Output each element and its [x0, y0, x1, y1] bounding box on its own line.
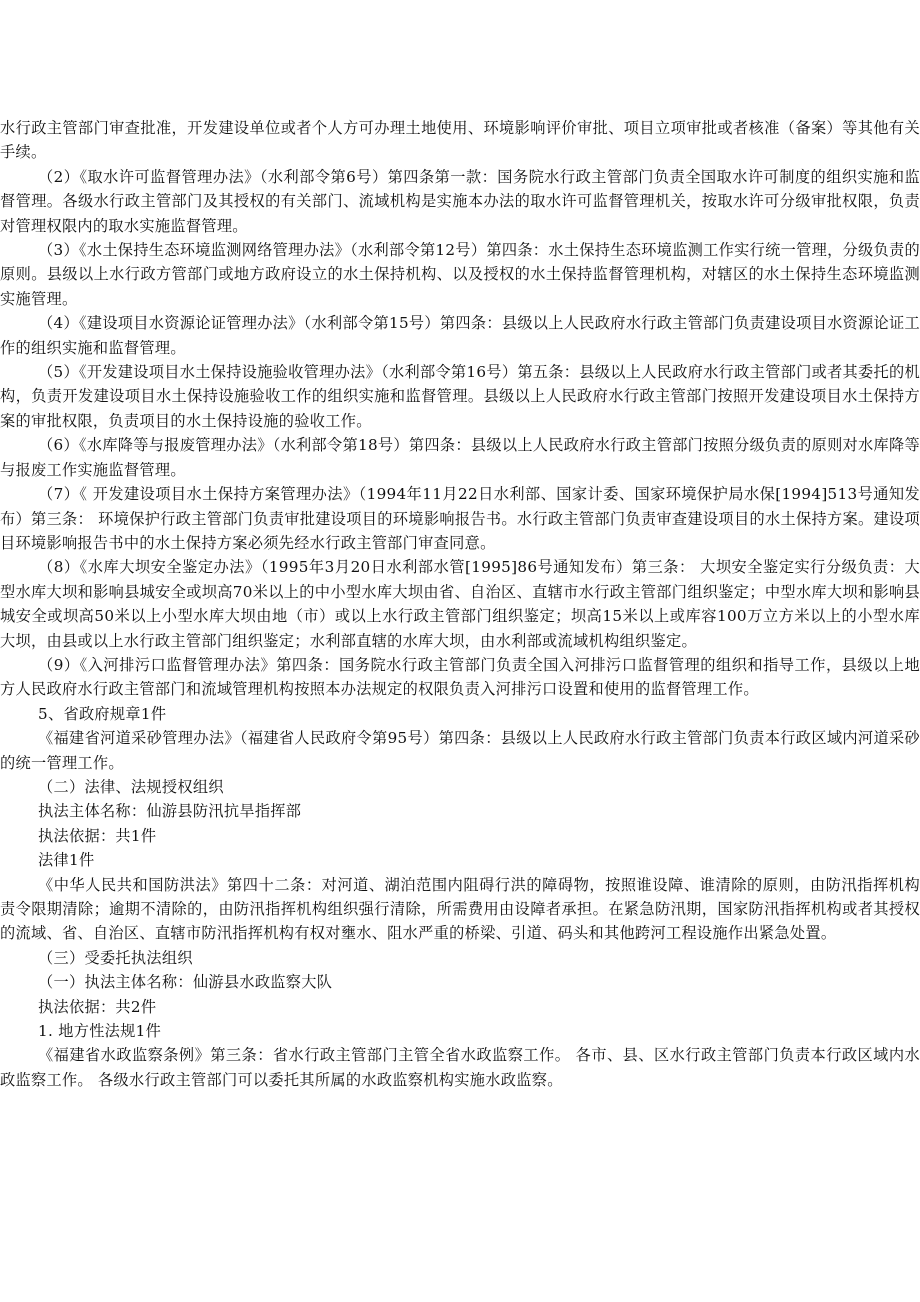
paragraph-item-4: （4）《建设项目水资源论证管理办法》（水利部令第15号）第四条：县级以上人民政府水行政主管部门负责建设项目水资源论证工作的组织实施和监督管理。	[0, 314, 920, 357]
paragraph-item-8: （8）《水库大坝安全鉴定办法》（1995年3月20日水利部水管[1995]86号通知发布）第三条： 大坝安全鉴定实行分级负责：大型水库大坝和影响县城安全或坝高70米以上的中小型水库大坝由省、自治区、直辖市水行政主管部门组织鉴定；中型水库大坝和影响县城安全或坝高50米以上小型水库大坝由地（市）或以上水行政主管部门组织鉴定；坝高15米以上或库容100万立方米以上的小型水库大坝，由县或以上水行政主管部门组织鉴定；水利部直辖的水库大坝，由水利部或流域机构组织鉴定。	[0, 558, 920, 650]
paragraph-item-6: （6）《水库降等与报废管理办法》（水利部令第18号）第四条：县级以上人民政府水行政主管部门按照分级负责的原则对水库降等与报废工作实施监督管理。	[0, 436, 920, 479]
paragraph-item-3: （3）《水土保持生态环境监测网络管理办法》（水利部令第12号）第四条：水土保持生态环境监测工作实行统一管理，分级负责的原则。县级以上水行政方管部门或地方政府设立的水土保持机构、以及授权的水土保持监督管理机构，对辖区的水土保持生态环境监测实施管理。	[0, 241, 920, 308]
paragraph-continuation: 水行政主管部门审查批准，开发建设单位或者个人方可办理土地使用、环境影响评价审批、项目立项审批或者核准（备案）等其他有关手续。	[0, 119, 920, 162]
paragraph-river-sand-rule: 《福建省河道采砂管理办法》（福建省人民政府令第95号）第四条：县级以上人民政府水行政主管部门负责本行政区域内河道采砂的统一管理工作。	[0, 729, 920, 772]
section-heading-provincial-rules: 5、省政府规章1件	[38, 704, 167, 723]
document-body	[0, 116, 920, 1092]
law-count: 法律1件	[38, 851, 95, 870]
enforcement-subject-flood-control: 执法主体名称：仙游县防汛抗旱指挥部	[38, 802, 302, 821]
paragraph-item-2: （2）《取水许可监督管理办法》（水利部令第6号）第四条第一款：国务院水行政主管部门负责全国取水许可制度的组织实施和监督管理。各级水行政主管部门及其授权的有关部门、流域机构是实施本办法的取水许可监督管理机关，按取水许可分级审批权限，负责对管理权限内的取水实施监督管理。	[0, 167, 920, 235]
local-regulation-count: 1. 地方性法规1件	[38, 1022, 162, 1041]
paragraph-item-9: （9）《入河排污口监督管理办法》第四条：国务院水行政主管部门负责全国入河排污口监督管理的组织和指导工作，县级以上地方人民政府水行政主管部门和流域管理机构按照本办法规定的权限负责入河排污口设置和使用的监督管理工作。	[0, 655, 920, 699]
section-heading-entrusted-orgs: （三）受委托执法组织	[38, 948, 193, 967]
paragraph-flood-control-law: 《中华人民共和国防洪法》第四十二条：对河道、湖泊范围内阻碍行洪的障碍物，按照谁设障、谁清除的原则，由防汛指挥机构责令限期清除；逾期不清除的，由防汛指挥机构组织强行清除，所需费用由设障者承担。在紧急防汛期，国家防汛指挥机构或者其授权的流域、省、自治区、直辖市防汛指挥机构有权对壅水、阻水严重的桥梁、引道、码头和其他跨河工程设施作出紧急处置。	[0, 875, 920, 943]
paragraph-water-supervision-regulation: 《福建省水政监察条例》第三条：省水行政主管部门主管全省水政监察工作。 各市、县、区水行政主管部门负责本行政区域内水政监察工作。 各级水行政主管部门可以委托其所属的水政监察机构实施水政监察。	[0, 1046, 920, 1089]
paragraph-item-7: （7）《 开发建设项目水土保持方案管理办法》（1994年11月22日水利部、国家计委、国家环境保护局水保[1994]513号通知发布）第三条： 环境保护行政主管部门负责审批建设项目的环境影响报告书。水行政主管部门负责审查建设项目的水土保持方案。建设项目环境影响报告书中的水土保持方案必须先经水行政主管部门审查同意。	[0, 485, 920, 552]
enforcement-subject-water-supervision: （一）执法主体名称：仙游县水政监察大队	[38, 973, 333, 992]
section-heading-authorized-orgs: （二）法律、法规授权组织	[38, 777, 224, 796]
paragraph-item-5: （5）《开发建设项目水土保持设施验收管理办法》（水利部令第16号）第五条：县级以上人民政府水行政主管部门或者其委托的机构，负责开发建设项目水土保持设施验收工作的组织实施和监督管理。县级以上人民政府水行政主管部门按照开发建设项目水土保持方案的审批权限，负责项目的水土保持设施的验收工作。	[0, 363, 920, 430]
enforcement-basis-count: 执法依据：共1件	[38, 826, 157, 845]
enforcement-basis-count-2: 执法依据：共2件	[38, 997, 157, 1016]
